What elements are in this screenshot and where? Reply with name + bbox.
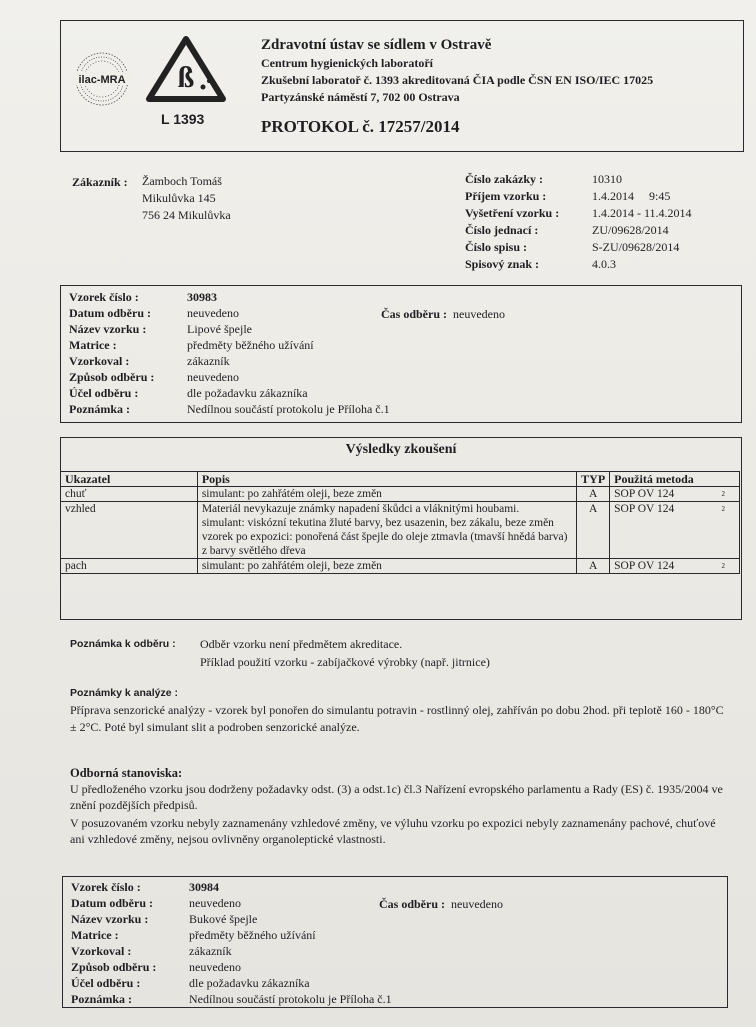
order-row <box>465 223 735 240</box>
sampling-time-value: neuvedeno <box>453 307 505 321</box>
order-label: Číslo spisu : <box>465 240 528 254</box>
org-name: Zdravotní ústav se sídlem v Ostravě <box>261 37 492 53</box>
order-row <box>465 240 735 257</box>
indicator-cell: vzhled <box>61 502 198 559</box>
sample-label: Vzorkoval : <box>69 354 130 368</box>
method-note: 2 <box>721 505 725 513</box>
sample-2-rows <box>71 880 401 1008</box>
sampling-note-line1: Odběr vzorku není předmětem akreditace. <box>200 637 403 651</box>
ilac-mra-logo <box>67 51 137 107</box>
sample-label: Způsob odběru : <box>69 370 155 384</box>
method-text: SOP OV 124 <box>614 503 675 515</box>
sample-value: předměty běžného užívání <box>187 338 314 352</box>
sample-box-1 <box>60 285 742 423</box>
protocol-title: PROTOKOL č. 17257/2014 <box>261 117 460 136</box>
sample-label: Poznámka : <box>71 992 132 1006</box>
method-text: SOP OV 124 <box>614 560 675 572</box>
lab-address: Partyzánské náměstí 7, 702 00 Ostrava <box>261 90 460 104</box>
order-row <box>465 206 735 223</box>
sampling-note-label: Poznámka k odběru : <box>70 638 176 650</box>
sample-label: Matrice : <box>71 928 119 942</box>
sample-number: 30983 <box>187 290 217 304</box>
sample-label: Matrice : <box>69 338 117 352</box>
type-cell: A <box>577 559 610 574</box>
sample-value: zákazník <box>187 354 230 368</box>
results-header-row <box>61 472 740 487</box>
type-cell: A <box>577 487 610 502</box>
sample-value: předměty běžného užívání <box>189 928 316 942</box>
sample-note: Nedílnou součástí protokolu je Příloha č.1 <box>187 402 390 416</box>
order-value: S-ZU/09628/2014 <box>592 240 680 254</box>
sample-label: Poznámka : <box>69 402 130 416</box>
method-text: SOP OV 124 <box>614 488 675 500</box>
sample-value: zákazník <box>189 944 232 958</box>
col-popis: Popis <box>197 472 576 487</box>
sample-label: Vzorek číslo : <box>69 290 139 304</box>
svg-text:ilac-MRA: ilac-MRA <box>78 74 126 86</box>
order-row <box>465 257 735 274</box>
sample-value: Bukové špejle <box>189 912 258 926</box>
sample-label: Název vzorku : <box>71 912 149 926</box>
sample-label: Datum odběru : <box>69 306 152 320</box>
order-label: Číslo zakázky : <box>465 172 543 186</box>
description-cell: simulant: po zahřátém oleji, beze změn <box>197 487 576 502</box>
order-value: 4.0.3 <box>592 257 616 271</box>
order-value: 1.4.2014 - 11.4.2014 <box>592 206 692 220</box>
method-note: 2 <box>721 490 725 498</box>
opinion-text-2: V posuzovaném vzorku nebyly zaznamenány vzhledové změny, ve výluhu vzorku po expozici nebyly zaznamenány pachové, chuťové ani vzhledové změny, nejsou ovlivněny organoleptické vlastnosti. <box>70 816 716 846</box>
sample-value: dle požadavku zákazníka <box>189 976 310 990</box>
table-row <box>61 487 740 502</box>
sampling-time-label: Čas odběru : <box>381 307 448 321</box>
order-label: Vyšetření vzorku : <box>465 206 560 220</box>
col-ukazatel: Ukazatel <box>61 472 198 487</box>
center-name: Centrum hygienických laboratoří <box>261 56 433 70</box>
sample-note: Nedílnou součástí protokolu je Příloha č.1 <box>189 992 392 1006</box>
sample-label: Účel odběru : <box>71 976 141 990</box>
description-line: Materiál nevykazuje známky napadení škůdci a vláknitými houbami. <box>201 503 520 515</box>
sample-label: Název vzorku : <box>69 322 147 336</box>
indicator-cell: chuť <box>61 487 198 502</box>
sampling-note-line2: Příklad použití vzorku - zabíjačkové výrobky (např. jitrnice) <box>200 655 490 669</box>
order-row <box>465 189 735 206</box>
sampling-time-value: neuvedeno <box>451 897 503 911</box>
opinion-text-1: U předloženého vzorku jsou dodrženy požadavky odst. (3) a odst.1c) čl.3 Nařízení evropského parlamentu a Rady (ES) č. 1935/2004 ve znění pozdějších předpisů. <box>70 782 723 812</box>
description-cell <box>197 502 576 559</box>
method-cell <box>610 559 740 574</box>
accreditation-text: Zkušební laboratoř č. 1393 akreditovaná ČIA podle ČSN EN ISO/IEC 17025 <box>261 73 654 87</box>
table-row <box>61 502 740 559</box>
sample-value: neuvedeno <box>189 896 241 910</box>
opinion-label: Odborná stanoviska: <box>70 766 183 780</box>
description-line: vzorek po expozici: ponořená část špejle do oleje ztmavla (tmavší hnědá barva) z barvy světlého dřeva <box>201 531 568 557</box>
customer-street: Mikulůvka 145 <box>142 191 216 205</box>
svg-text:ß: ß <box>177 61 195 94</box>
sample-label: Datum odběru : <box>71 896 154 910</box>
order-label: Spisový znak : <box>465 257 540 271</box>
sample-value: neuvedeno <box>189 960 241 974</box>
order-row <box>465 172 735 189</box>
customer-name: Žamboch Tomáš <box>142 174 222 188</box>
order-value: 1.4.2014 9:45 <box>592 189 671 203</box>
col-metoda: Použitá metoda <box>610 472 740 487</box>
sample-label: Vzorek číslo : <box>71 880 141 894</box>
order-value: 10310 <box>592 172 622 186</box>
sample-label: Způsob odběru : <box>71 960 157 974</box>
customer-label: Zákazník : <box>72 175 128 189</box>
sample-label: Účel odběru : <box>69 386 139 400</box>
order-label: Příjem vzorku : <box>465 189 547 203</box>
type-cell: A <box>577 502 610 559</box>
col-typ: TYP <box>577 472 610 487</box>
sample-box-2 <box>62 876 728 1008</box>
sample-label: Vzorkoval : <box>71 944 132 958</box>
sample-value: Lipové špejle <box>187 322 252 336</box>
sample-value: dle požadavku zákazníka <box>187 386 308 400</box>
method-cell <box>610 487 740 502</box>
sampling-time-label: Čas odběru : <box>379 897 446 911</box>
results-title: Výsledky zkoušení <box>345 442 457 457</box>
description-cell: simulant: po zahřátém oleji, beze změn <box>197 559 576 574</box>
table-row <box>61 559 740 574</box>
order-value: ZU/09628/2014 <box>592 223 669 237</box>
order-info <box>465 172 735 274</box>
results-table <box>60 471 740 574</box>
header-box <box>60 20 744 152</box>
description-line: simulant: viskózní tekutina žluté barvy, bez usazenin, bez zákalu, beze změn <box>201 517 554 529</box>
method-note: 2 <box>721 562 725 570</box>
indicator-cell: pach <box>61 559 198 574</box>
lab-code: L 1393 <box>161 111 205 127</box>
analysis-note-text: Příprava senzorické analýzy - vzorek byl ponořen do simulantu potravin - rostlinný olej, zahříván po dobu 2hod. při teplotě 160 - 180°C ± 2°C. Poté byl simulant slit a podroben senzorické analýze. <box>70 703 724 734</box>
analysis-note-label: Poznámky k analýze : <box>70 687 178 699</box>
sample-value: neuvedeno <box>187 370 239 384</box>
customer-city: 756 24 Mikulůvka <box>142 208 231 222</box>
order-label: Číslo jednací : <box>465 223 539 237</box>
cia-triangle-logo <box>143 35 229 103</box>
sample-1-rows <box>69 290 399 418</box>
sample-number: 30984 <box>189 880 219 894</box>
sample-value: neuvedeno <box>187 306 239 320</box>
method-cell <box>610 502 740 559</box>
